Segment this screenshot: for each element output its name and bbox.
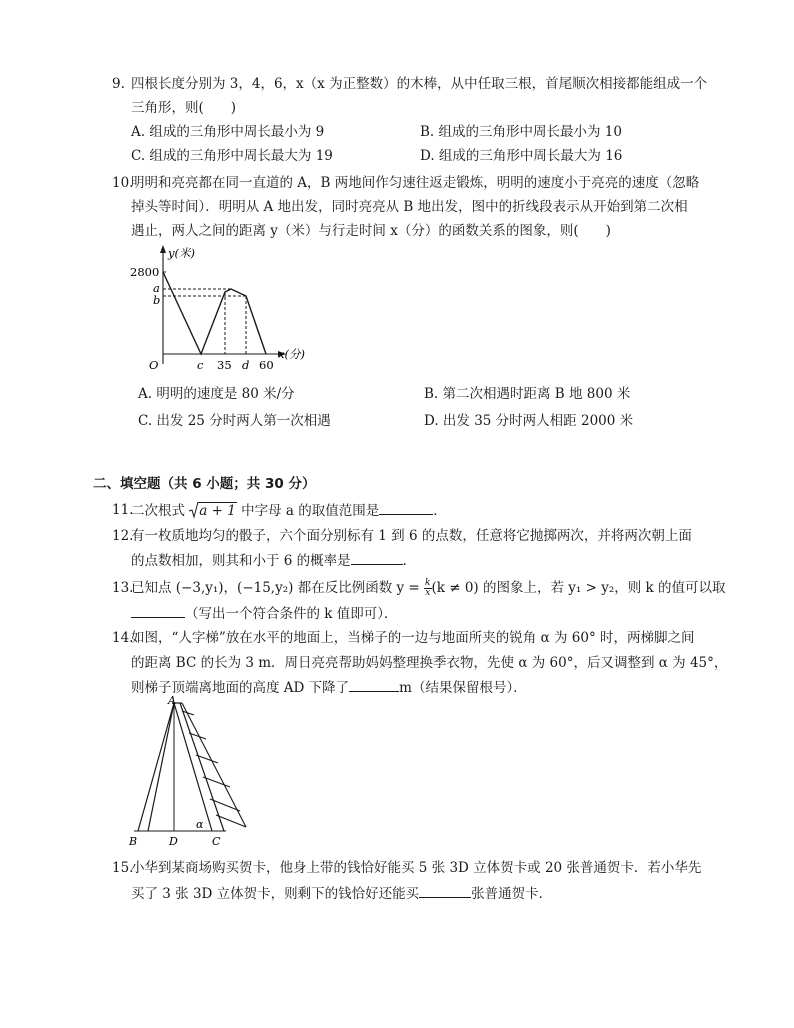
- left-leg-inner: [148, 703, 174, 831]
- option-a: A. 组成的三角形中周长最小为 9: [131, 124, 325, 140]
- answer-blank[interactable]: [131, 603, 185, 618]
- question-text: 的距离 BC 的长为 3 m．周日亮亮帮助妈妈整理换季衣物，先使 α 为 60°，后又调整到 α 为 45°，: [131, 655, 728, 671]
- sqrt-sign: [189, 501, 198, 519]
- question-number: 9.: [112, 76, 125, 92]
- origin-label: O: [149, 358, 159, 372]
- option-b: B. 第二次相遇时距离 B 地 800 米: [424, 386, 631, 402]
- y-axis-arrow: [160, 245, 166, 253]
- question-text: 三角形，则( ): [131, 100, 237, 116]
- question-text: 明明和亮亮都在同一直道的 A，B 两地间作匀速往返走锻炼，明明的速度小于亮亮的速度（忽略: [131, 175, 700, 191]
- question-text: 如图，“人字梯”放在水平的地面上，当梯子的一边与地面所夹的锐角 α 为 60° 时，两梯脚之间: [131, 630, 695, 646]
- question-number: 10.: [112, 175, 134, 191]
- q11-post: 中字母 a 的取值范围是: [241, 503, 380, 519]
- option-c: C. 组成的三角形中周长最大为 19: [131, 148, 333, 164]
- answer-blank[interactable]: [419, 883, 471, 898]
- option-b: B. 组成的三角形中周长最小为 10: [420, 124, 622, 140]
- distance-time-graph: [128, 242, 305, 377]
- question-text: 小华到某商场购买贺卡，他身上带的钱恰好能买 5 张 3D 立体贺卡或 20 张普通贺卡．若小华先: [131, 860, 702, 876]
- graph-line: [163, 272, 266, 354]
- question-text: [131, 550, 416, 571]
- label-D: D: [169, 835, 178, 848]
- q15-end: 张普通贺卡．: [471, 886, 553, 902]
- right-leg-outer: [180, 703, 224, 831]
- label-alpha: α: [196, 818, 204, 831]
- label-B: B: [129, 835, 138, 848]
- x-tick-c: c: [197, 358, 204, 372]
- label-C: C: [212, 835, 221, 848]
- answer-blank[interactable]: [351, 550, 403, 565]
- question-text: [131, 578, 726, 598]
- y-tick-2800: 2800: [130, 265, 160, 279]
- question-number: 13.: [112, 580, 134, 596]
- q12-line2: 的点数相加，则其和小于 6 的概率是: [131, 553, 351, 569]
- question-text: [131, 883, 552, 904]
- y-tick-a: a: [153, 281, 160, 295]
- q14-line3: 则梯子顶端离地面的高度 AD 下降了: [131, 680, 350, 696]
- question-text: 有一枚质地均匀的骰子，六个面分别标有 1 到 6 的点数，任意将它抛掷两次，并将两次朝上面: [131, 528, 692, 544]
- answer-blank[interactable]: [379, 500, 433, 515]
- fraction: [424, 579, 431, 598]
- fraction-numerator: k: [425, 578, 431, 588]
- x-tick-60: 60: [259, 358, 274, 372]
- question-number: 12.: [112, 528, 134, 544]
- question-number: 11.: [112, 502, 134, 518]
- question-number: 14.: [112, 630, 134, 646]
- y-tick-b: b: [153, 293, 161, 307]
- answer-blank[interactable]: [349, 677, 399, 692]
- y-axis-label: y(米): [168, 246, 195, 260]
- option-d: D. 组成的三角形中周长最大为 16: [420, 148, 623, 164]
- label-A: A: [168, 694, 176, 707]
- fraction-denominator: x: [425, 588, 431, 598]
- q13-post: (k ≠ 0) 的图象上，若 y₁ > y₂，则 k 的值可以取: [431, 580, 726, 596]
- q13-line2: （写出一个符合条件的 k 值即可）．: [185, 606, 398, 622]
- radicand: a + 1: [199, 503, 236, 519]
- q11-end: ．: [433, 503, 447, 519]
- q14-end: m（结果保留根号）．: [399, 680, 527, 696]
- q12-end: ．: [402, 553, 417, 569]
- x-tick-d: d: [242, 358, 250, 372]
- question-number: 15.: [112, 860, 134, 876]
- question-text: [131, 603, 398, 624]
- left-leg-outer: [138, 703, 174, 831]
- option-c: C. 出发 25 分时两人第一次相遇: [138, 413, 331, 429]
- ladder-figure: [126, 695, 251, 850]
- section-heading: 二、填空题（共 6 小题；共 30 分）: [93, 476, 316, 492]
- q15-line2: 买了 3 张 3D 立体贺卡，则剩下的钱恰好还能买: [131, 886, 420, 902]
- x-axis-label: x(分): [278, 347, 305, 361]
- right-leg-inner: [174, 703, 212, 831]
- q11-pre: 二次根式: [131, 503, 185, 519]
- stair-rail: [182, 703, 246, 827]
- q13-pre: 已知点 (−3,y₁)，(−15,y₂) 都在反比例函数 y =: [131, 580, 420, 596]
- option-a: A. 明明的速度是 80 米/分: [138, 386, 295, 402]
- option-d: D. 出发 35 分时两人相距 2000 米: [424, 413, 634, 429]
- question-text: [131, 500, 447, 521]
- question-text: 掉头等时间）．明明从 A 地出发，同时亮亮从 B 地出发，图中的折线段表示从开始到第二次相: [131, 199, 688, 215]
- x-tick-35: 35: [217, 358, 232, 372]
- question-text: 四根长度分别为 3，4，6，x（x 为正整数）的木棒，从中任取三根，首尾顺次相接都能组成一个: [131, 76, 708, 92]
- question-text: 遇止，两人之间的距离 y（米）与行走时间 x（分）的函数关系的图象，则( ): [131, 223, 611, 239]
